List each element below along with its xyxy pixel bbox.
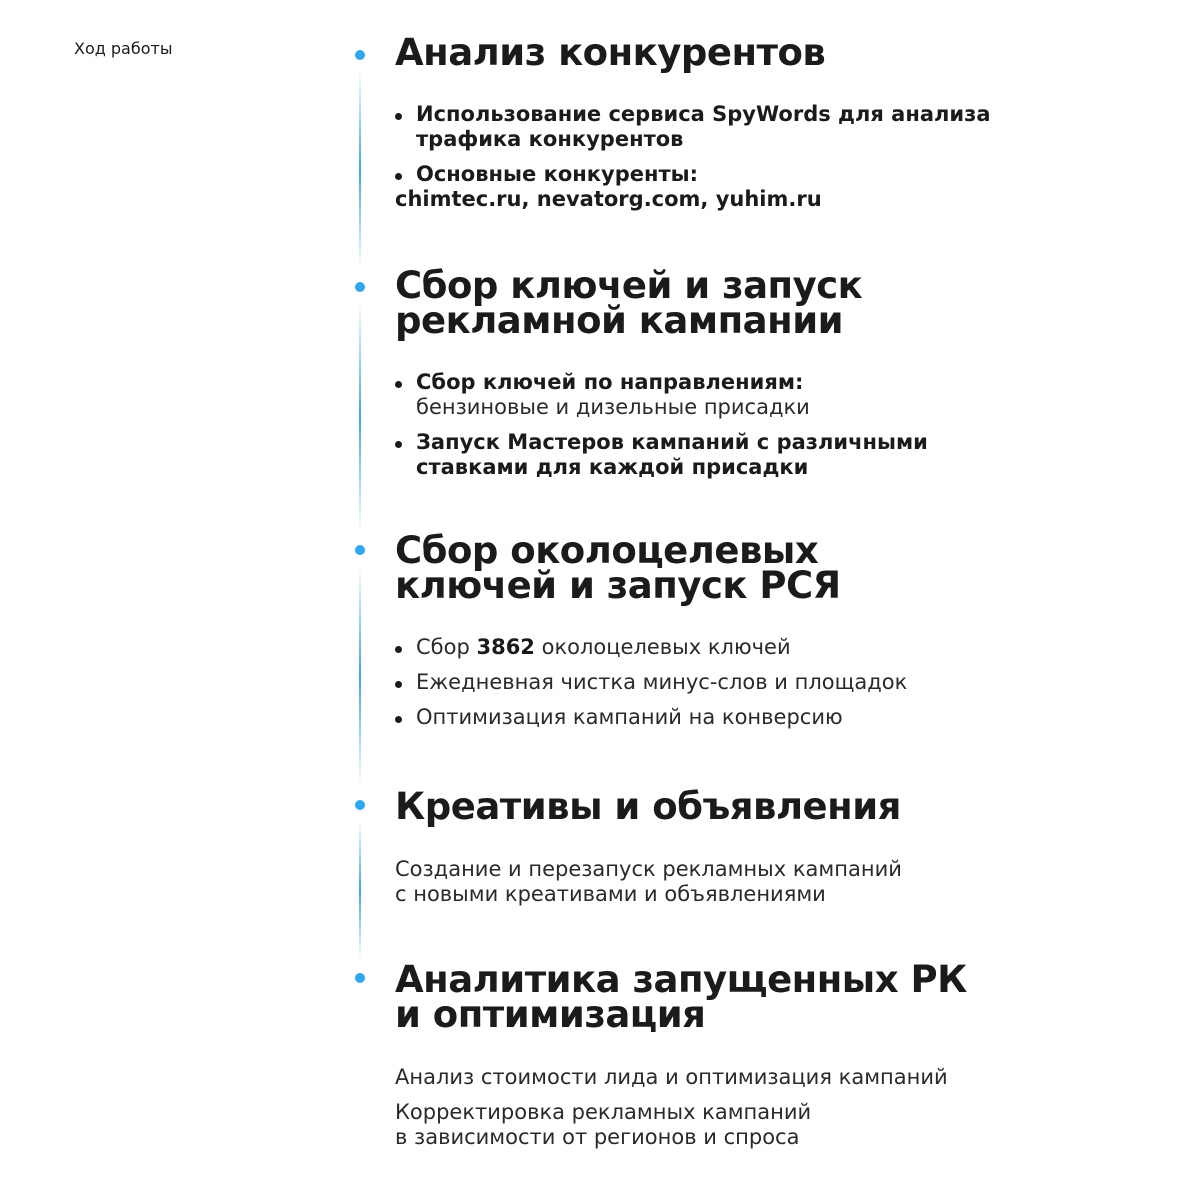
paragraph-line: Корректировка рекламных кампаний [395,1100,812,1124]
page-label: Ход работы [74,39,173,58]
list-item [395,430,1095,480]
step-items [395,102,1095,212]
step-title [395,31,1095,74]
step-analytics [395,958,1095,1150]
list-item [395,635,1095,660]
step-title [395,958,1095,1036]
item-text: Оптимизация кампаний на конверсию [416,705,843,729]
paragraph-line: Создание и перезапуск рекламных кампаний [395,857,902,881]
timeline-dot [355,800,365,810]
step-paragraph [395,857,1095,907]
item-text: Ежедневная чистка минус-слов и площадок [416,670,908,694]
step-rsya [395,529,1095,730]
item-line: chimtec.ru, nevatorg.com, yuhim.ru [395,187,822,211]
list-item [395,102,1095,152]
step-competitor-analysis [395,31,1095,212]
item-strong: Сбор ключей по направлениям: [416,370,804,394]
item-line: Запуск Мастеров кампаний с различными [416,430,928,454]
step-title-line: Креативы и объявления [395,785,901,828]
timeline-line [359,566,361,786]
timeline-dot [355,973,365,983]
item-text: Сбор [416,635,477,659]
timeline-line [359,70,361,270]
item-line: Использование сервиса SpyWords для анализа [416,102,991,126]
step-title [395,264,1095,342]
step-creatives [395,785,1095,907]
item-light: бензиновые и дизельные присадки [416,395,810,419]
step-title-line: Сбор ключей и запуск [395,264,863,307]
paragraph-line: Анализ стоимости лида и оптимизация кампаний [395,1065,948,1089]
step-items [395,635,1095,730]
paragraph-line: с новыми креативами и объявлениями [395,882,826,906]
step-paragraph [395,1100,1095,1150]
step-title [395,529,1095,607]
list-item [395,670,1095,695]
list-item [395,162,1095,212]
timeline-dot [355,545,365,555]
step-title-line: ключей и запуск РСЯ [395,564,841,607]
step-items [395,370,1095,480]
item-text: околоцелевых ключей [534,635,791,659]
step-title-line: Аналитика запущенных РК [395,958,967,1001]
paragraph-line: в зависимости от регионов и спроса [395,1125,800,1149]
timeline-line [359,820,361,960]
step-title-line: и оптимизация [395,993,706,1036]
step-keywords-campaign [395,264,1095,480]
timeline-dot [355,282,365,292]
item-line: ставками для каждой присадки [416,455,809,479]
item-number: 3862 [476,635,535,659]
step-title-line: Сбор околоцелевых [395,529,819,572]
item-line: Основные конкуренты: [416,162,699,186]
step-title [395,785,1095,828]
step-title-line: рекламной кампании [395,299,844,342]
timeline-dot [355,50,365,60]
step-paragraph [395,1065,1095,1090]
step-title-line: Анализ конкурентов [395,31,826,74]
item-line: трафика конкурентов [416,127,684,151]
timeline-line [359,302,361,532]
list-item [395,370,1095,420]
list-item [395,705,1095,730]
